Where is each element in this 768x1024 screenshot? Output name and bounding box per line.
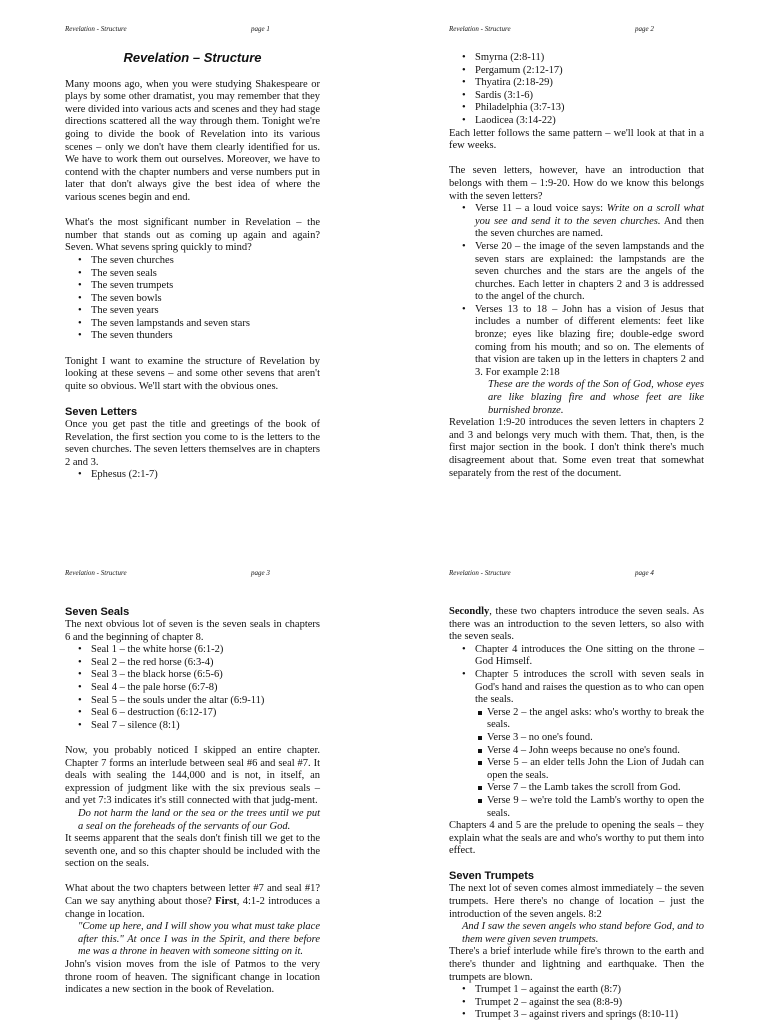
list-item: • The seven thunders <box>65 330 320 343</box>
header-page-number: page 2 <box>635 25 654 33</box>
list-item: Verse 4 – John weeps because no one's found. <box>449 745 704 758</box>
letters-list <box>449 52 704 128</box>
list-item: • The seven seals <box>65 268 320 281</box>
list-item: • Seal 7 – silence (8:1) <box>65 720 320 733</box>
paragraph: It seems apparent that the seals don't finish till we get to the seventh one, and so this chapter should be included with the section on the seals. <box>65 833 320 870</box>
header-title: Revelation - Structure <box>449 569 511 577</box>
paragraph: Tonight I want to examine the structure of Revelation by looking at these sevens – and some other sevens that aren't quite so obvious. We'll start with the obvious ones. <box>65 355 320 392</box>
page-4 <box>384 512 768 1024</box>
paragraph: Once you get past the title and greetings of the book of Revelation, the first section you come to is the letters to the seven churches. The seven letters themselves are in chapters 2 and 3. <box>65 419 320 468</box>
text: Verses 13 to 18 – John has a vision of Jesus that includes a number of different elements: feet like bronze; eyes like blazing fire; double-edge sword coming from his mouth; and so on. The elements of that vision are taken up in the letters in chapters 2 and 3. For example 2:18 <box>475 303 704 378</box>
page-2 <box>384 0 768 512</box>
header-page-number: page 1 <box>251 25 270 33</box>
page-header <box>449 25 705 35</box>
paragraph: Revelation 1:9-20 introduces the seven letters in chapters 2 and 3 and belongs very much with them. That, then, is the first major section in the book. I don't think there's much disagreement about that. Some even treat that somewhat separately from the rest of the document. <box>449 417 704 479</box>
paragraph: The seven letters, however, have an introduction that belongs with them – 1:9-20. How do we know this belongs with the seven letters? <box>449 165 704 202</box>
text: And then the seven churches are named. <box>475 215 704 240</box>
list-item: • Ephesus (2:1-7) <box>65 469 320 482</box>
list-item: • Seal 2 – the red horse (6:3-4) <box>65 657 320 670</box>
paragraph: The next obvious lot of seven is the seven seals in chapters 6 and the beginning of chapter 8. <box>65 619 320 643</box>
list-item <box>449 304 704 417</box>
section-heading: Seven Trumpets <box>449 870 534 883</box>
list-item: • Verse 20 – the image of the seven lampstands and the seven stars are explained: the lampstands are the seven churches and the stars are the angels of the churches. Each letter in chapters 2 and 3 is addressed to the angel of the church. <box>449 241 704 304</box>
header-title: Revelation - Structure <box>65 569 127 577</box>
list-item: • The seven bowls <box>65 293 320 306</box>
list-item: • The seven trumpets <box>65 280 320 293</box>
chapters-list <box>449 644 704 820</box>
trumpets-list <box>449 984 704 1022</box>
header-page-number: page 3 <box>251 569 270 577</box>
page-header <box>449 569 705 579</box>
list-item: • Trumpet 3 – against rivers and springs (8:10-11) <box>449 1009 704 1022</box>
scripture-quote: These are the words of the Son of God, whose eyes are like blazing fire and whose feet are like burnished bronze. <box>488 379 704 416</box>
paragraph: The next lot of seven comes almost immediately – the seven trumpets. Here there's no change of location – just the introduction of the seven angels. 8:2 <box>449 883 704 920</box>
paragraph: Now, you probably noticed I skipped an entire chapter. Chapter 7 forms an interlude between seal #6 and seal #7. It deals with sealing the 144,000 and is not, in itself, an expression of judgment like with the six previous seals – and yet 7:3 indicates it's still connected with that judg-ment. <box>65 744 320 807</box>
list-item: • Seal 1 – the white horse (6:1-2) <box>65 644 320 657</box>
list-item: • Seal 5 – the souls under the altar (6:9-11) <box>65 695 320 708</box>
text: Chapter 5 introduces the scroll with seven seals in God's hand and raises the question as to who can open the seals. <box>475 668 704 706</box>
scripture-quote: And I saw the seven angels who stand before God, and to them were given seven trumpets. <box>462 921 704 945</box>
evidence-list <box>449 203 704 417</box>
list-item: • Seal 6 – destruction (6:12-17) <box>65 707 320 720</box>
page-content <box>449 52 704 480</box>
text: What about the two chapters between letter #7 and seal #1? Can we say anything about those? <box>65 883 320 908</box>
list-item: • The seven churches <box>65 255 320 268</box>
text: , these two chapters introduce the seven seals. As there was an introduction to the seven letters, so also with the seven seals. <box>449 606 704 643</box>
scripture-quote: "Come up here, and I will show you what must take place after this." At once I was in the Spirit, and there before me was a throne in heaven with someone sitting on it. <box>78 921 320 958</box>
paragraph <box>449 606 704 644</box>
list-item: • Chapter 4 introduces the One sitting on the throne – God Himself. <box>449 644 704 669</box>
sevens-list <box>65 255 320 343</box>
paragraph: Many moons ago, when you were studying Shakespeare or plays by some other dramatist, you may remember that they were divided into various acts and scenes and they had stage directions scattered all the way through them. Tonight we're going to divide the book of Revelation into its various scenes – only we don't have them clearly identified for us. We have to work them out ourselves. Moreover, we have to contend with the chapter numbers and verse numbers put in later that don't always give the best idea of where the various scenes begin and end. <box>65 78 320 203</box>
page-content <box>449 606 704 1022</box>
list-item <box>449 203 704 241</box>
list-item: • Smyrna (2:8-11) <box>449 52 704 65</box>
scripture-quote: Write on a scroll what you see and send it to the seven churches. <box>475 203 705 227</box>
text: Verse 11 – a loud voice says: <box>475 203 607 215</box>
paragraph: John's vision moves from the isle of Patmos to the very throne room of heaven. The significant change in location indicates a new section in the book of Revelation. <box>65 959 320 996</box>
list-item: • The seven years <box>65 305 320 318</box>
header-title: Revelation - Structure <box>449 25 511 33</box>
paragraph: Each letter follows the same pattern – we'll look at that in a few weeks. <box>449 127 704 152</box>
section-heading: Seven Seals <box>65 606 130 618</box>
paragraph: What's the most significant number in Revelation – the number that stands out as coming up again and again? Seven. What sevens spring quickly to mind? <box>65 217 320 254</box>
list-item: Verse 7 – the Lamb takes the scroll from God. <box>449 782 704 795</box>
list-item: • Trumpet 1 – against the earth (8:7) <box>449 984 704 997</box>
paragraph: Chapters 4 and 5 are the prelude to opening the seals – they explain what the seals are and who's worthy to put them into effect. <box>449 820 704 857</box>
list-item: Verse 3 – no one's found. <box>449 732 704 745</box>
page-1 <box>0 0 384 512</box>
document-title: Revelation – Structure <box>123 50 262 65</box>
page-3 <box>0 512 384 1024</box>
list-item: • Seal 4 – the pale horse (6:7-8) <box>65 682 320 695</box>
page-content <box>65 606 320 997</box>
list-item: • Trumpet 2 – against the sea (8:8-9) <box>449 997 704 1010</box>
section-heading: Seven Letters <box>65 406 138 419</box>
seals-list <box>65 644 320 732</box>
list-item: • Pergamum (2:12-17) <box>449 65 704 78</box>
list-item <box>449 669 704 820</box>
page-content <box>65 48 320 482</box>
page-header <box>65 25 321 35</box>
paragraph: There's a brief interlude while fire's thrown to the earth and there's thunder and lightning and earthquake. Then the trumpets are blown. <box>449 946 704 983</box>
scripture-quote: Do not harm the land or the sea or the trees until we put a seal on the foreheads of the servants of our God. <box>78 807 320 832</box>
page-header <box>65 569 321 579</box>
list-item: • Sardis (3:1-6) <box>449 90 704 103</box>
list-item: • Philadelphia (3:7-13) <box>449 102 704 115</box>
header-title: Revelation - Structure <box>65 25 127 33</box>
text: Secondly <box>449 606 490 617</box>
paragraph <box>65 883 320 921</box>
text: , 4:1-2 introduces a change in location. <box>65 896 320 920</box>
list-item: • Seal 3 – the black horse (6:5-6) <box>65 669 320 682</box>
list-item: • The seven lampstands and seven stars <box>65 318 320 331</box>
verses-list <box>449 707 704 820</box>
list-item: Verse 9 – we're told the Lamb's worthy to open the seals. <box>449 795 704 820</box>
list-item: • Laodicea (3:14-22) <box>449 115 704 128</box>
header-page-number: page 4 <box>635 569 654 577</box>
list-item: • Thyatira (2:18-29) <box>449 77 704 90</box>
text: First <box>215 896 237 908</box>
list-item: Verse 2 – the angel asks: who's worthy to break the seals. <box>449 707 704 732</box>
letters-list <box>65 469 320 482</box>
list-item: Verse 5 – an elder tells John the Lion of Judah can open the seals. <box>449 757 704 782</box>
